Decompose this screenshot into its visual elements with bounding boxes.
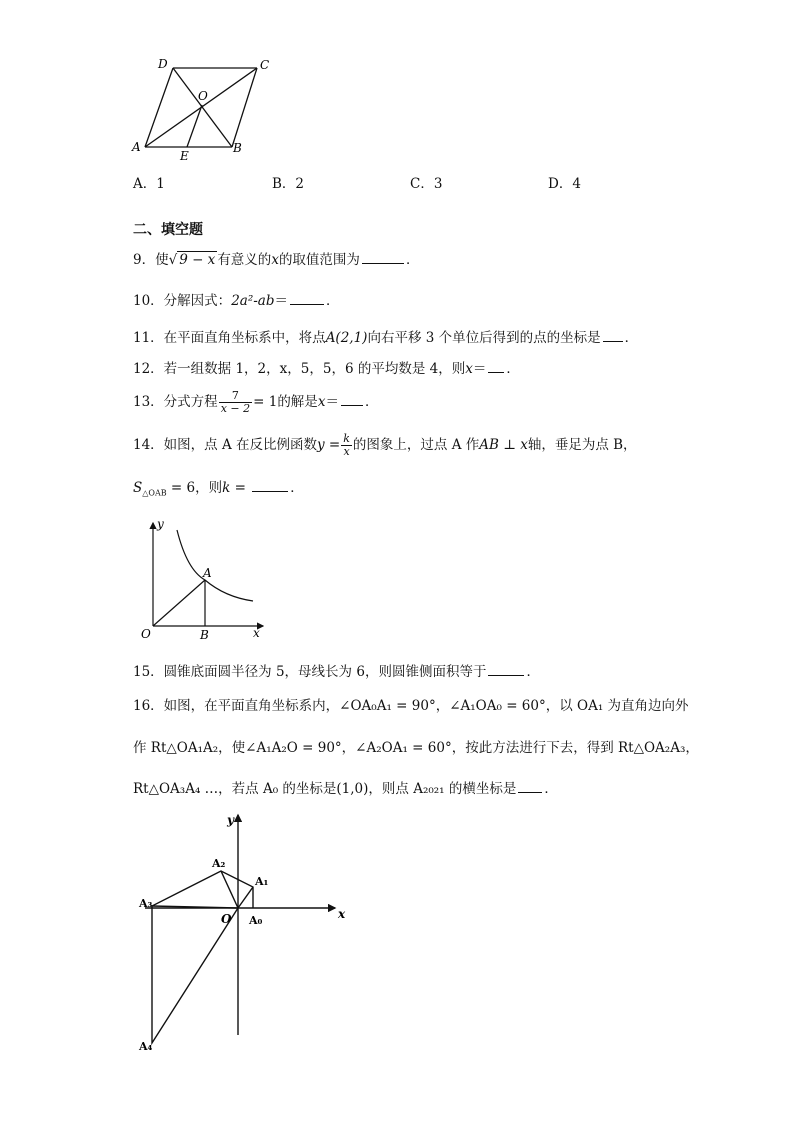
label-C: C <box>260 58 270 72</box>
label-x: x <box>253 626 260 640</box>
q13-rest: 的解是 <box>277 394 318 410</box>
label-A4: A₄ <box>139 1040 153 1053</box>
q14b-s: S <box>133 480 143 496</box>
question-13 <box>133 386 378 418</box>
q12-eq: ＝ <box>472 361 487 377</box>
answer-blank-15[interactable] <box>488 662 524 676</box>
q11-rest: 向右平移 3 个单位后得到的点的坐标是 <box>367 330 601 346</box>
q13-rhs: = 1 <box>253 394 278 410</box>
q14-lhs: y = <box>317 437 341 453</box>
label-x: x <box>338 907 346 921</box>
question-16-line3 <box>133 779 558 798</box>
edge-AD <box>145 68 173 147</box>
answer-blank-11[interactable] <box>603 328 623 342</box>
q10-eq: ＝ <box>274 293 288 309</box>
q10-expr: 2a²-ab <box>231 293 275 309</box>
q12-var: x <box>465 361 473 377</box>
label-B: B <box>233 141 242 155</box>
label-A2: A₂ <box>212 857 226 870</box>
sqrt-sign: √ <box>168 252 178 268</box>
segment-OA <box>153 580 205 626</box>
label-O: O <box>198 89 208 103</box>
answer-blank-10[interactable] <box>290 291 324 305</box>
q9-prefix: 9．使 <box>133 252 169 268</box>
q10-text: 10．分解因式： <box>133 293 232 309</box>
q9-end: 的取值范围为 <box>278 252 360 268</box>
q15-text: 15．圆锥底面圆半径为 5，母线长为 6，则圆锥侧面积等于 <box>133 664 487 680</box>
label-O: O <box>221 912 232 926</box>
q14b-sub: △OAB <box>142 488 167 498</box>
choice-a: A．1 <box>133 176 165 192</box>
question-12 <box>133 359 520 378</box>
section-title: 二、填空题 <box>133 222 203 238</box>
q14-num: k <box>343 432 350 445</box>
question-10 <box>133 291 340 310</box>
q14b-k: k <box>222 480 231 496</box>
answer-blank-16[interactable] <box>518 779 542 793</box>
question-16-line2: 作 Rt△OA₁A₂，使∠A₁A₂O = 90°，∠A₂OA₁ = 60°，按此方法进行下去，得到 Rt△OA₂A₃， <box>133 740 699 756</box>
q14-rest: 的图象上，过点 A 作 <box>352 437 480 453</box>
q15-tail: ． <box>526 664 540 680</box>
q12-text: 12．若一组数据 1，2，x，5，5，6 的平均数是 4，则 <box>133 361 466 377</box>
label-A: A <box>132 140 141 154</box>
q9-tail: ． <box>405 252 420 268</box>
q13-var: x <box>317 394 326 410</box>
q11-tail: ． <box>624 330 639 346</box>
label-A3: A₃ <box>139 897 153 910</box>
question-14-line2 <box>133 478 304 503</box>
label-A0: A₀ <box>249 914 263 927</box>
q13-den: x − 2 <box>220 402 251 415</box>
rhombus-figure <box>125 55 285 165</box>
choice-d: D．4 <box>548 176 581 192</box>
q10-tail: ． <box>326 293 340 309</box>
q14b-rest: ，则 <box>195 480 223 496</box>
q13-num: 7 <box>219 390 252 403</box>
answer-blank-12[interactable] <box>488 359 504 373</box>
q14b-eqs: = <box>230 480 251 496</box>
answer-blank-9[interactable] <box>362 250 404 264</box>
question-16-line1: 16．如图，在平面直角坐标系内，∠OA₀A₁ = 90°，∠A₁OA₀ = 60°，以 OA₁ 为直角边向外 <box>133 698 689 714</box>
q14-ab: AB ⊥ x <box>479 437 528 453</box>
label-D: D <box>158 57 168 71</box>
diagonal-DB <box>173 68 232 147</box>
q14b-tail: ． <box>290 480 304 496</box>
segment-OA1 <box>238 887 253 908</box>
choice-c: C．3 <box>410 176 443 192</box>
question-15 <box>133 662 540 681</box>
q11-point: A(2,1) <box>325 330 368 346</box>
label-y: y <box>227 813 234 827</box>
q13-tail: ． <box>364 394 379 410</box>
q9-radicand: 9 − x <box>179 252 216 268</box>
q9-mid: 有意义的 <box>217 252 272 268</box>
label-O: O <box>141 627 151 641</box>
hyperbola-figure <box>135 515 270 645</box>
label-A1: A₁ <box>255 875 269 888</box>
question-9 <box>133 250 419 269</box>
label-B: B <box>200 628 209 642</box>
question-11 <box>133 328 638 347</box>
q16c-tail: ． <box>544 781 558 797</box>
q13-fraction <box>219 390 252 415</box>
q9-var: x <box>271 252 279 268</box>
q13-eq: ＝ <box>325 394 339 410</box>
edge-CB <box>232 68 257 147</box>
segment-OA2 <box>221 871 238 908</box>
q16c-text: Rt△OA₃A₄ …，若点 A₀ 的坐标是(1,0)，则点 A₂₀₂₁ 的横坐标是 <box>133 781 517 797</box>
q14-text: 14．如图，点 A 在反比例函数 <box>133 437 318 453</box>
q14-den: x <box>343 445 350 458</box>
q12-tail: ． <box>506 361 520 377</box>
choice-b: B．2 <box>272 176 305 192</box>
q14-fraction <box>341 433 352 458</box>
label-A: A <box>203 566 212 580</box>
answer-blank-14[interactable] <box>252 478 288 492</box>
answer-blank-13[interactable] <box>341 392 363 406</box>
label-E: E <box>180 149 189 163</box>
spiral-figure <box>135 810 355 1055</box>
q11-text: 11．在平面直角坐标系中，将点 <box>133 330 326 346</box>
q13-text: 13．分式方程 <box>133 394 218 410</box>
label-y: y <box>157 517 164 531</box>
hyperbola-curve <box>177 530 253 601</box>
question-14 <box>133 428 637 462</box>
q14-rest2: 轴，垂足为点 B， <box>527 437 637 453</box>
q14b-eq: = 6 <box>166 480 196 496</box>
